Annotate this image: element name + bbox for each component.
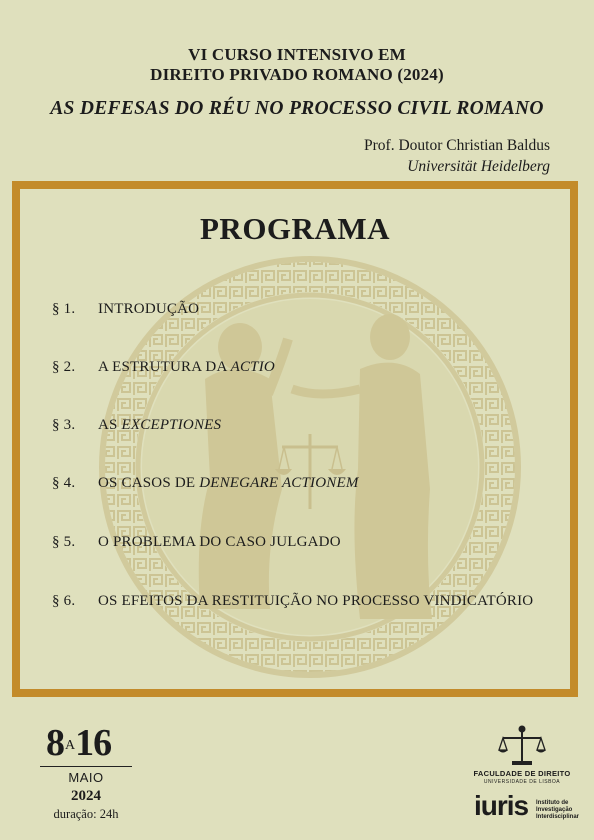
month: MAIO [68,770,104,785]
start-day: 8 [46,722,64,764]
iuris-sub-line2: Investigação [536,807,573,813]
date-divider [40,766,132,767]
section-text-italic: ACTIO [230,359,275,375]
section-text-italic: DENEGARE ACTIONEM [199,475,359,491]
section-text: OS CASOS DE [98,475,200,491]
section-text: A ESTRUTURA DA [98,359,231,375]
date-connector: A [65,738,75,754]
professor-university: Universität Heidelberg [407,158,550,175]
section-text: OS EFEITOS DA RESTITUIÇÃO NO PROCESSO VINDICATÓRIO [98,593,534,609]
section-text-italic: EXCEPTIONES [121,417,222,433]
duration: duração: 24h [53,807,119,821]
program-item [52,417,221,434]
section-number: § 1. [52,301,76,317]
professor-name: Prof. Doutor Christian Baldus [364,137,550,154]
section-text: INTRODUÇÃO [98,301,200,317]
course-subtitle: AS DEFESAS DO RÉU NO PROCESSO CIVIL ROMANO [50,98,544,119]
program-item [52,301,199,318]
program-item [52,475,359,492]
greek-vase-illustration [20,189,570,689]
section-number: § 5. [52,534,76,550]
section-number: § 6. [52,593,76,609]
course-title-line2: DIREITO PRIVADO ROMANO (2024) [150,65,444,84]
year: 2024 [71,788,101,804]
end-day: 16 [75,722,112,764]
program-frame [12,181,578,697]
course-title-line1: VI CURSO INTENSIVO EM [188,45,406,64]
iuris-subtitle [536,800,586,821]
section-number: § 2. [52,359,76,375]
iuris-sub-line1: Instituto de [536,800,569,806]
faculty-scales-logo [497,724,547,768]
program-item [52,593,533,610]
course-dates [46,721,111,765]
program-item [52,359,275,376]
university-name: UNIVERSIDADE DE LISBOA [483,779,561,785]
program-item [52,534,341,551]
section-number: § 4. [52,475,76,491]
iuris-sub-line3: Interdisciplinar [536,814,580,820]
iuris-logo: iuris [474,790,529,821]
faculty-name: FACULDADE DE DIREITO [473,769,571,778]
section-text: O PROBLEMA DO CASO JULGADO [98,534,341,550]
program-title: PROGRAMA [200,211,390,246]
section-text: AS [98,417,122,433]
section-number: § 3. [52,417,76,433]
